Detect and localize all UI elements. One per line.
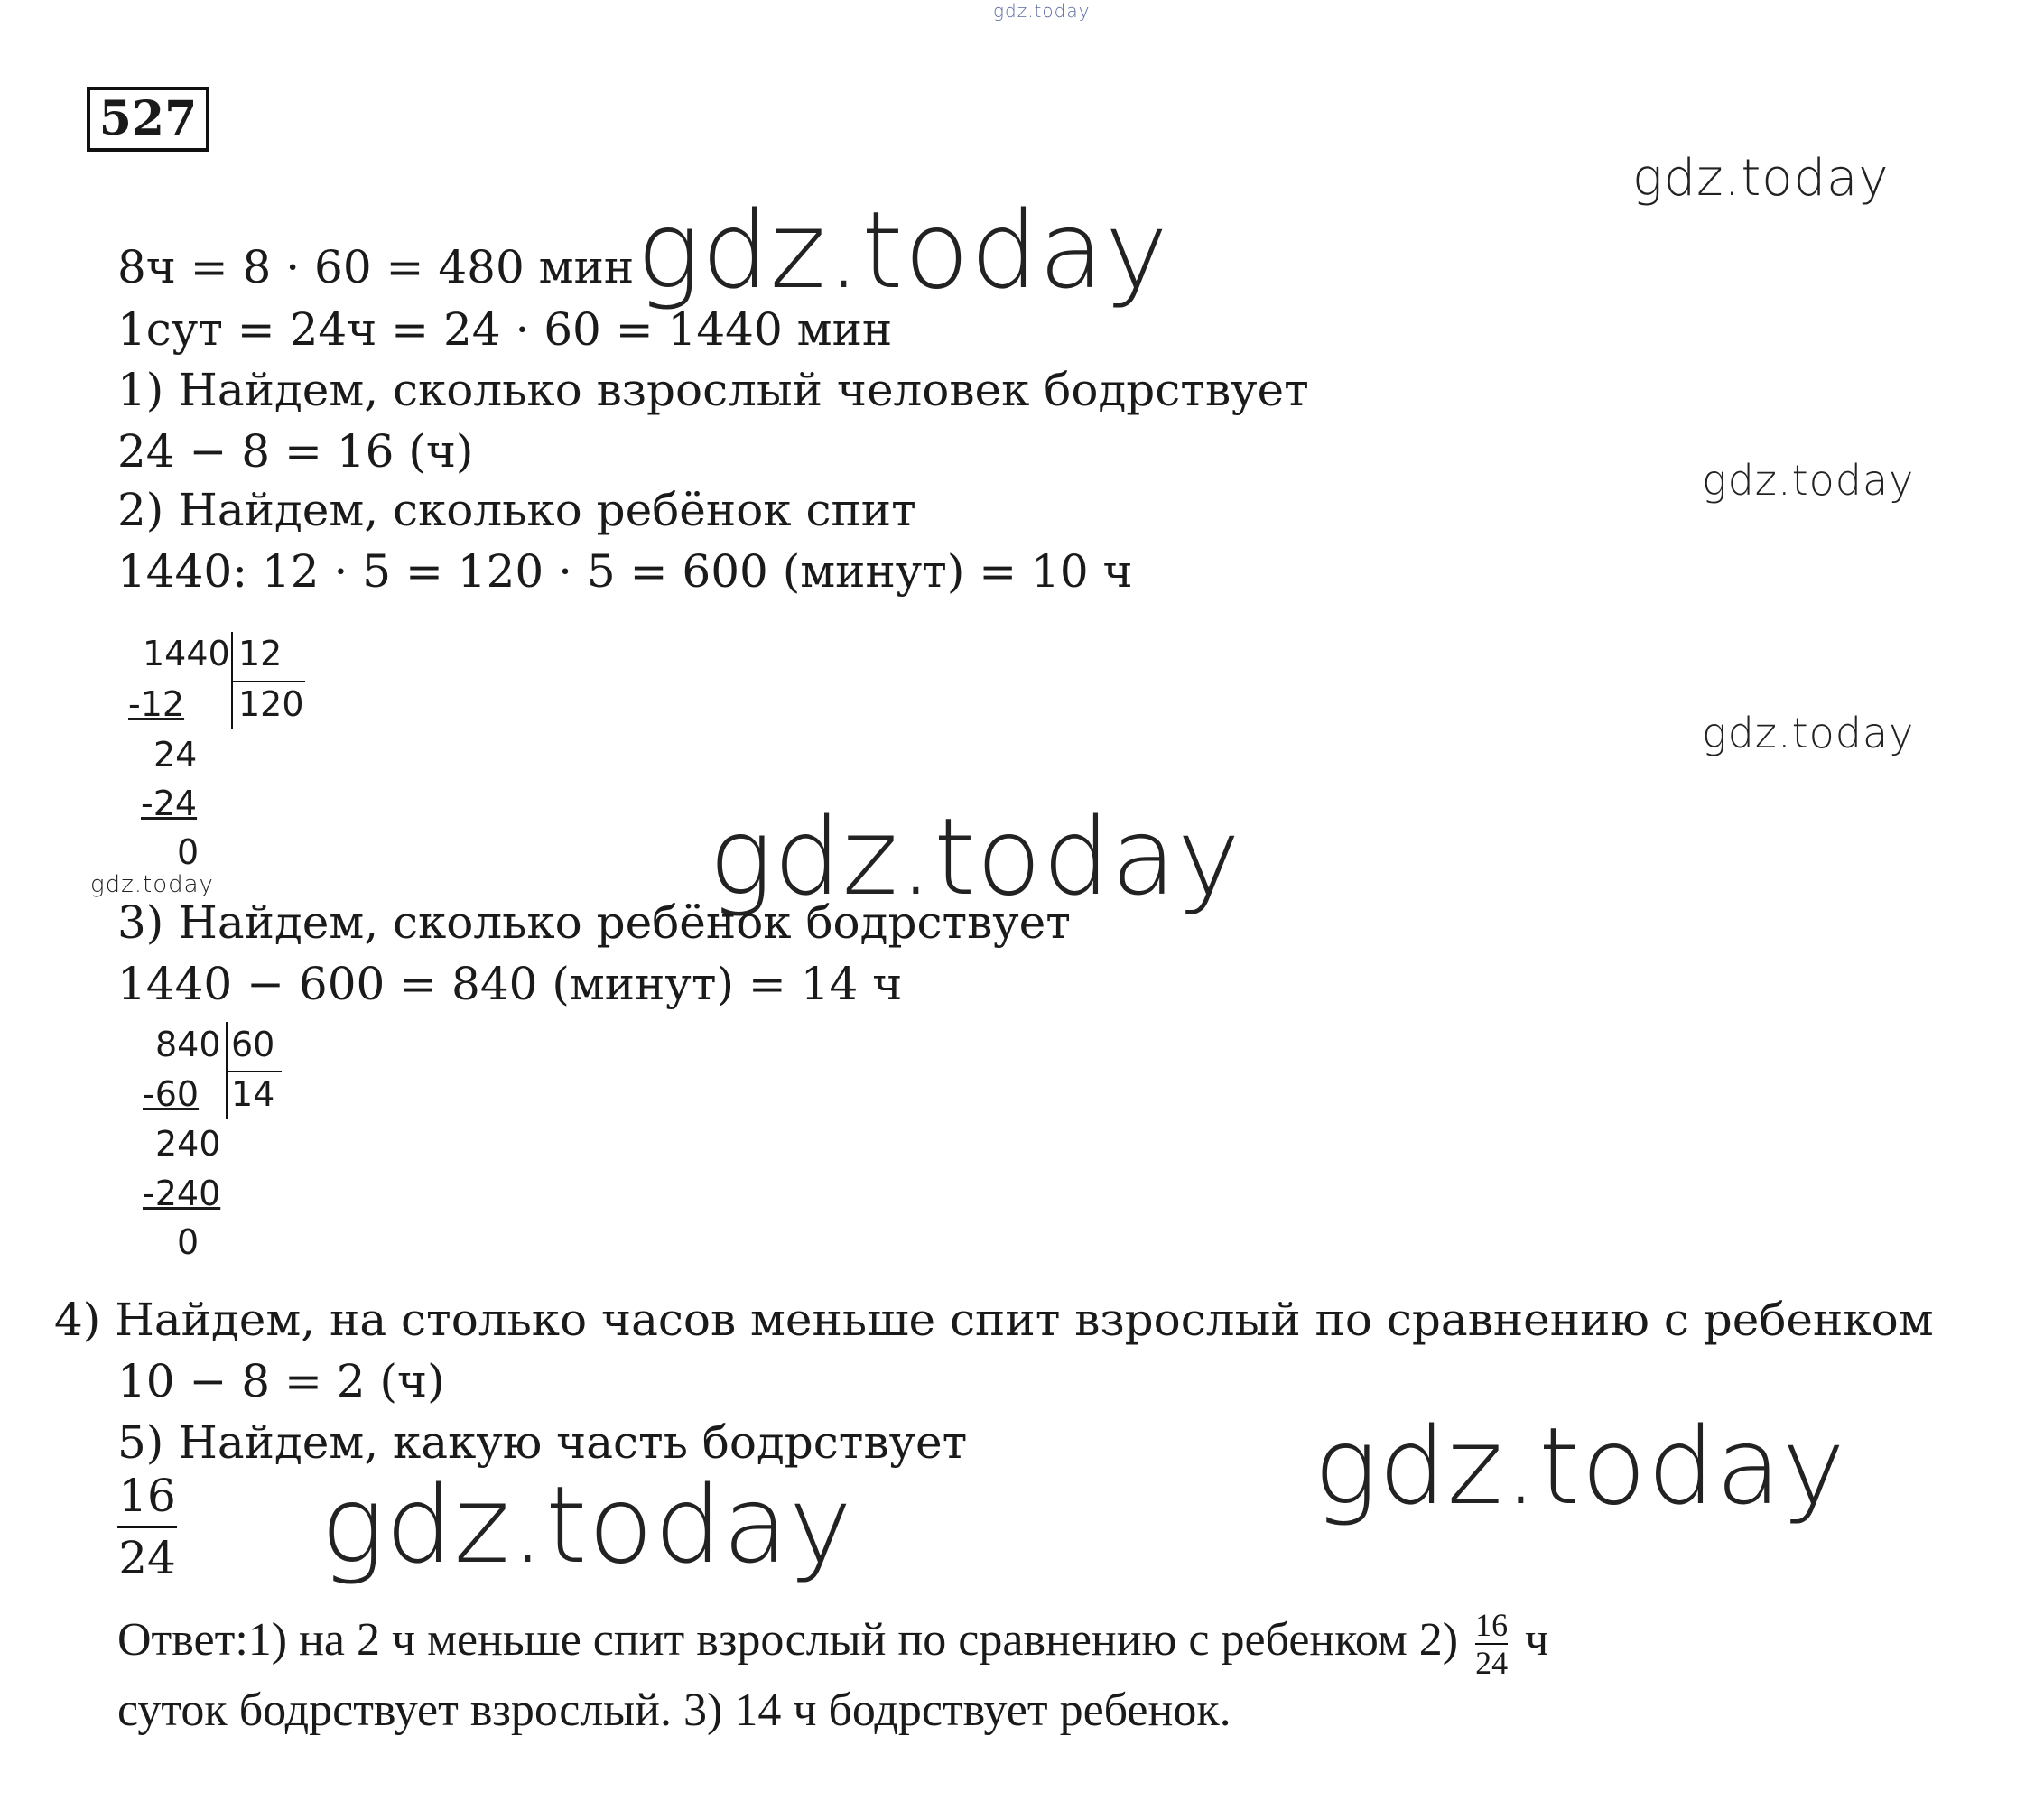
line-11: 5) Найдем, какую часть бодрствует xyxy=(117,1416,968,1469)
line-6: 1440: 12 · 5 = 120 · 5 = 600 (минут) = 10 ч xyxy=(117,545,1133,598)
watermark: gdz.today xyxy=(1702,456,1915,505)
line-1: 8ч = 8 · 60 = 480 мин xyxy=(117,241,635,293)
answer-line-2: суток бодрствует взрослый. 3) 14 ч бодрствует ребенок. xyxy=(117,1685,1231,1736)
division-dividend: 840 xyxy=(155,1025,221,1064)
watermark: gdz.today xyxy=(321,1462,853,1587)
fraction xyxy=(117,1470,177,1584)
line-8: 1440 − 600 = 840 (минут) = 14 ч xyxy=(117,958,903,1010)
watermark: gdz.today xyxy=(90,871,214,898)
answer-fraction-denominator: 24 xyxy=(1475,1645,1509,1681)
answer-line-1 xyxy=(117,1607,1548,1681)
line-9: 4) Найдем, на столько часов меньше спит взрослый по сравнению с ребенком xyxy=(54,1294,1934,1346)
line-5: 2) Найдем, сколько ребёнок спит xyxy=(117,484,916,536)
division-step: -60 xyxy=(143,1074,200,1114)
watermark: gdz.today xyxy=(709,794,1241,919)
line-4: 24 − 8 = 16 (ч) xyxy=(117,425,474,478)
fraction-numerator: 16 xyxy=(118,1470,176,1522)
answer-unit: ч xyxy=(1525,1613,1549,1666)
division-divisor: 12 xyxy=(238,634,283,673)
division-divisor: 60 xyxy=(231,1025,275,1064)
division-dividend: 1440 xyxy=(143,634,230,673)
answer-fraction-numerator: 16 xyxy=(1475,1607,1509,1643)
division-step: -12 xyxy=(128,684,185,724)
answer-text: Ответ:1) на 2 ч меньше спит взрослый по сравнению с ребенком 2) xyxy=(117,1613,1459,1666)
watermark-top: gdz.today xyxy=(993,0,1091,22)
watermark: gdz.today xyxy=(1632,149,1890,208)
line-10: 10 − 8 = 2 (ч) xyxy=(117,1355,445,1407)
fraction-denominator: 24 xyxy=(118,1532,176,1584)
division-line xyxy=(226,1071,282,1072)
division-remainder: 0 xyxy=(177,1222,200,1262)
watermark: gdz.today xyxy=(1702,709,1915,757)
answer-fraction xyxy=(1475,1607,1508,1681)
line-7: 3) Найдем, сколько ребёнок бодрствует xyxy=(117,896,1071,949)
division-step: 240 xyxy=(155,1124,221,1164)
watermark: gdz.today xyxy=(636,188,1169,312)
division-step: -240 xyxy=(143,1174,221,1213)
fraction-bar xyxy=(117,1526,177,1528)
division-step: 24 xyxy=(153,735,198,775)
line-3: 1) Найдем, сколько взрослый человек бодрствует xyxy=(117,364,1309,416)
division-quotient: 14 xyxy=(231,1074,275,1114)
division-quotient: 120 xyxy=(238,684,304,724)
division-step: -24 xyxy=(141,784,198,823)
division-line xyxy=(231,681,305,682)
task-number: 527 xyxy=(87,87,209,152)
division-remainder: 0 xyxy=(177,832,200,872)
line-2: 1сут = 24ч = 24 · 60 = 1440 мин xyxy=(117,303,893,356)
watermark: gdz.today xyxy=(1314,1404,1846,1528)
